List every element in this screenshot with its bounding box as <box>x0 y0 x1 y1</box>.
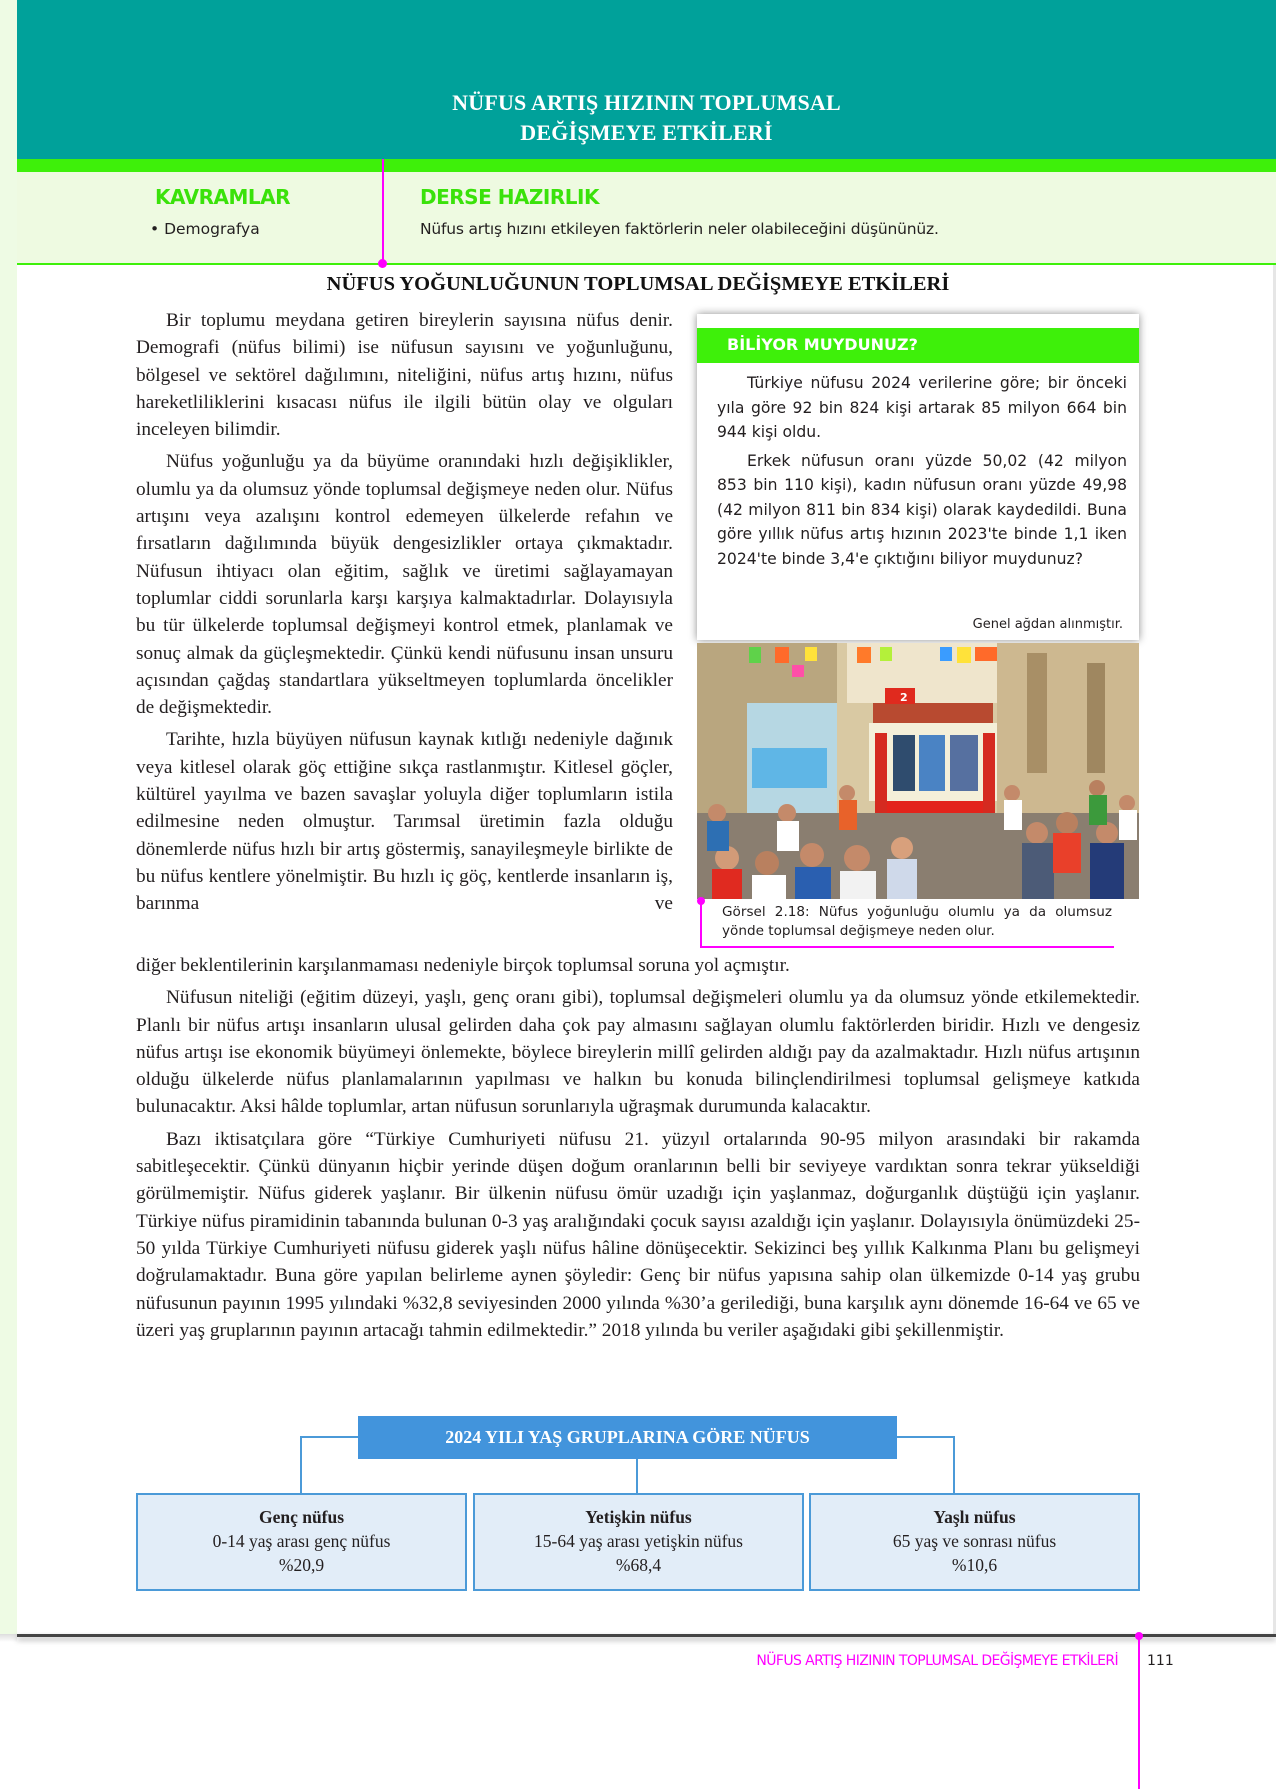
section-title: NÜFUS YOĞUNLUĞUNUN TOPLUMSAL DEĞİŞMEYE ETKİLERİ <box>326 273 950 295</box>
connector-right-v <box>953 1436 955 1493</box>
page-bottom-rule <box>17 1634 1276 1637</box>
left-column-text <box>136 307 673 923</box>
info-paragraph: Türkiye nüfusu 2024 verilerine göre; bir önceki yıla göre 92 bin 824 kişi artarak 85 milyon 664 bin 944 kişi oldu. <box>717 374 1127 441</box>
left-margin-strip <box>0 0 17 1640</box>
chapter-title-line2: DEĞİŞMEYE ETKİLERİ <box>520 120 773 145</box>
diagram-title: 2024 YILI YAŞ GRUPLARINA GÖRE NÜFUS <box>358 1416 897 1459</box>
page-number: 111 <box>1147 1653 1174 1669</box>
age-group-percent: %20,9 <box>278 1555 325 1575</box>
age-group-desc: 65 yaş ve sonrası nüfus <box>892 1531 1057 1551</box>
age-group-box-young <box>136 1493 467 1591</box>
page-corner-shadow <box>0 1634 17 1642</box>
header-green-band <box>17 159 1276 172</box>
age-group-percent: %10,6 <box>951 1555 998 1575</box>
lesson-prep-title: DERSE HAZIRLIK <box>420 185 599 209</box>
did-you-know-box <box>697 314 1139 640</box>
connector-mid-v <box>636 1459 638 1493</box>
tram-number: 2 <box>900 691 908 704</box>
age-group-desc: 0-14 yaş arası genç nüfus <box>212 1531 391 1551</box>
photo-caption: Görsel 2.18: Nüfus yoğunluğu olumlu ya da olumsuz yönde toplumsal değişmeye neden olur. <box>722 904 1112 939</box>
age-group-percent: %68,4 <box>615 1555 662 1575</box>
concepts-title: KAVRAMLAR <box>155 185 291 209</box>
did-you-know-body <box>717 371 1127 575</box>
age-group-box-elderly <box>809 1493 1140 1591</box>
prep-divider <box>382 159 384 264</box>
paragraph: Bazı iktisatçılara göre “Türkiye Cumhuriyeti nüfusu 21. yüzyıl ortalarında 90-95 milyon arasındaki bir rakamda sabitleşecektir. Çünkü dünyanın hiçbir yerinde düşen doğum oranlarının belli bir seviyeye vardıktan sonra tekrar yükseldiği görülmemiştir. Nüfus giderek yaşlanır. Bir ülkenin nüfusu ömür uzadığı için yaşlanmaz, doğurganlık düştüğü için yaşlanır. Türkiye nüfus piramidinin tabanında bulunan 0-3 yaş aralığındaki çocuk sayısı azaldığı için yaşlanır. Dolayısıyla önümüzdeki 25-50 yılda Türkiye Cumhuriyeti nüfusu giderek yaşlı nüfus hâline dönüşecektir. Sekizinci beş yıllık Kalkınma Planı bu gelişmeyi doğrulamaktadır. Buna göre yapılan belirleme aynen şöyledir: Genç bir nüfus yapısına sahip olan ülkemizde 0-14 yaş grubu nüfusunun payının 1995 yılındaki %32,8 seviyesinden 2000 yılında %30’a gerilediği, buna karşılık aynı dönemde 16-64 ve 65 ve üzeri yaş gruplarının payının artacağı tahmin edilmektedir.” 2018 yılında bu veriler aşağıdaki gibi şekillenmiştir. <box>136 1128 1140 1341</box>
info-source: Genel ağdan alınmıştır. <box>972 617 1123 632</box>
chapter-title-line1: NÜFUS ARTIŞ HIZININ TOPLUMSAL <box>452 90 841 115</box>
connector-right-h <box>897 1436 955 1438</box>
age-group-desc: 15-64 yaş arası yetişkin nüfus <box>534 1531 743 1551</box>
paragraph-continuation: diğer beklentilerinin karşılanmaması nedeniyle birçok toplumsal soruna yol açmıştır. <box>136 955 790 976</box>
chapter-title <box>17 88 1276 148</box>
did-you-know-header <box>697 328 1139 363</box>
concepts-item: • Demografya <box>150 220 260 238</box>
info-paragraph: Erkek nüfusun oranı yüzde 50,02 (42 milyon 853 bin 110 kişi), kadın nüfusun oranı yüzde 49,98 (42 milyon 811 bin 834 kişi) olarak kaydedildi. Buna göre yıllık nüfus artış hızının 2023'te binde 1,1 iken 2024'te binde 3,4'e çıktığını biliyor muydunuz? <box>717 451 1127 568</box>
paragraph: Nüfusun niteliği (eğitim düzeyi, yaşlı, genç oranı gibi), toplumsal değişmeleri olumlu ya da olumsuz yönde etkilemektedir. Planlı bir nüfus artışı insanların ulusal gelirden daha çok pay almasını sağlayan olumlu faktörlerden biridir. Hızlı ve dengesiz nüfus artışı ise ekonomik büyümeyi önlemekte, böylece bireylerin millî gelirden aldığı pay da azalmaktadır. Hızlı nüfus artışının olduğu ülkelerde nüfus planlamalarının yapılması ve halkın bu konuda bilinçlendirilmesi toplumsal gelişmeye katkıda bulunacaktır. Aksi hâlde toplumlar, artan nüfusun sorunlarıyla uğraşmak durumunda kalacaktır. <box>136 987 1140 1118</box>
age-group-name: Yetişkin nüfus <box>585 1507 692 1527</box>
paragraph: Tarihte, hızla büyüyen nüfusun kaynak kıtlığı nedeniyle dağınık veya kitlesel olarak göç ettiğine sıkça rastlanmıştır. Kitlesel göçler, kültürel yayılma ve bazen savaşlar yoluyla diğer toplumların istila edilmesine neden olmuştur. Tarımsal üretimin fazla olduğu dönemlerde nüfus hızlı bir artış göstermiş, sanayileşmeyle birlikte de bu nüfus kentlere yönelmiştir. Bu hızlı iç göç, kentlerde insanların iş, barınma ve <box>136 729 673 915</box>
did-you-know-title: BİLİYOR MUYDUNUZ? <box>727 335 918 354</box>
footer-divider-dot <box>1135 1632 1143 1640</box>
paragraph: Bir toplumu meydana getiren bireylerin sayısına nüfus denir. Demografi (nüfus bilimi) ise nüfusun sayısını ve yoğunluğunu, bölgesel ve sektörel dağılımını, niteliğini, nüfus artış hızını, nüfus hareketliliklerini kısacası nüfus ile ilgili bütün olay ve olguları inceleyen bilimdir. <box>136 310 673 441</box>
footer-running-title: NÜFUS ARTIŞ HIZININ TOPLUMSAL DEĞİŞMEYE ETKİLERİ <box>756 1653 1118 1669</box>
age-group-name: Yaşlı nüfus <box>933 1507 1016 1527</box>
connector-left-h <box>300 1436 358 1438</box>
footer-divider <box>1138 1635 1140 1789</box>
full-width-text <box>136 952 1140 1349</box>
lesson-prep-text: Nüfus artış hızını etkileyen faktörlerin neler olabileceğini düşününüz. <box>420 220 939 238</box>
istiklal-street-photo <box>697 643 1139 899</box>
caption-dot <box>697 897 705 905</box>
chapter-header <box>17 0 1276 159</box>
crowd-tram-illustration <box>697 643 1139 899</box>
connector-left-v <box>300 1436 302 1493</box>
prep-divider-dot <box>378 259 387 268</box>
paragraph: Nüfus yoğunluğu ya da büyüme oranındaki hızlı değişiklikler, olumlu ya da olumsuz yönde toplumsal değişmeye neden olur. Nüfus artışını veya azalışını kontrol edemeyen ülkelerde refahın ve fırsatların dağılımında büyük dengesizlikler ortaya çıkmaktadır. Nüfusun ihtiyacı olan eğitim, sağlık ve üretimi sağlayamayan toplumlar ciddi sorunlarla karşı karşıya kalmaktadırlar. Dolayısıyla bu tür ülkelerde toplumsal değişmeyi kontrol etmek, planlamak ve sonuç almak da güçleşmektedir. Çünkü kendi nüfusunu insan unsuru açısından çağdaş standartlara yükseltmeyen toplumlarda öncelikler de değişmektedir. <box>136 451 673 719</box>
age-group-name: Genç nüfus <box>258 1507 345 1527</box>
age-group-box-adult <box>473 1493 804 1591</box>
